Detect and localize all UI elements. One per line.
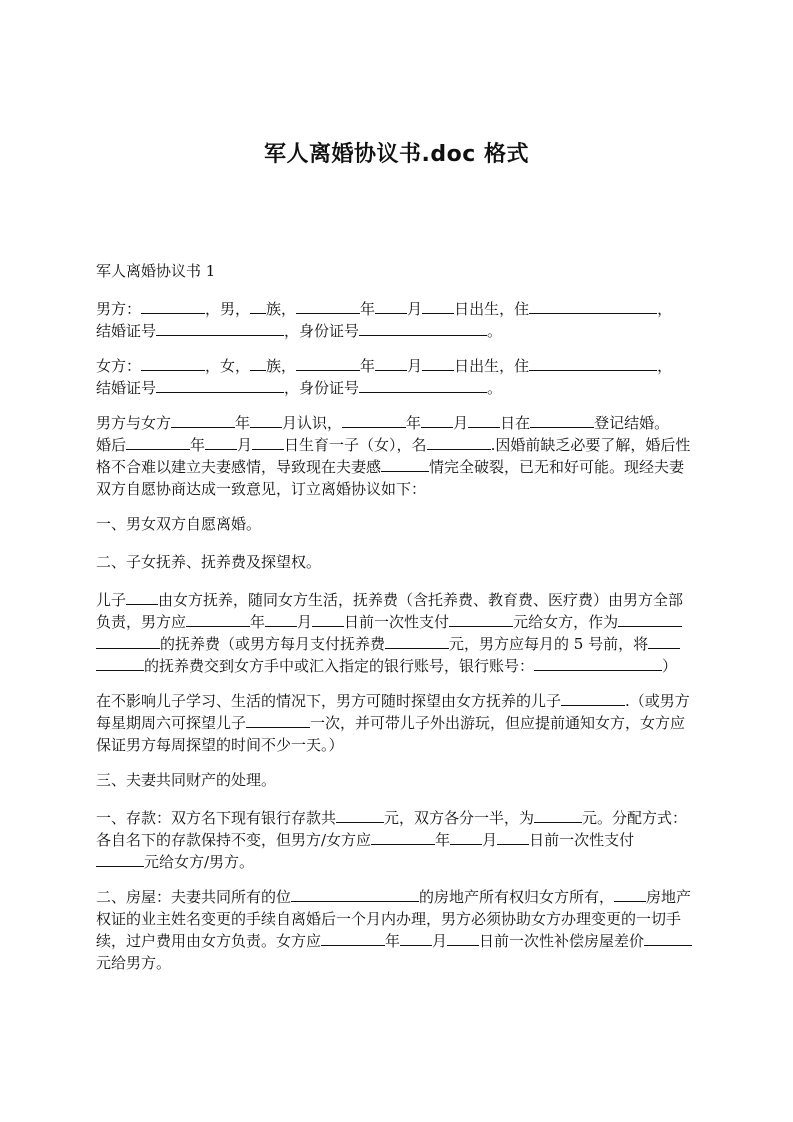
blank-line [422,298,454,314]
blank-line [186,611,250,627]
text: 婚后 [96,436,127,454]
text: 。 [487,379,503,397]
blank-line [156,377,284,393]
section-1-heading: 一、男女双方自愿离婚。 [96,515,262,533]
visitation-paragraph [96,690,696,756]
text: 由女方抚养，随同女方生活，抚养费（含托养费、教育费、医疗费）由男方全部负责，男方应 [96,591,684,631]
text: ，女， [205,357,251,375]
text: 的房地产所有权归女方所有， [419,888,615,906]
text: ） [662,657,678,675]
text: 年 [235,414,251,432]
text: 族， [266,300,297,318]
text: 日前一次性支付 [529,831,635,849]
text: .（或男方每星期周六可探望儿子 [96,692,690,732]
text: 月 [407,300,423,318]
text: 一次，并可带儿子外出游玩，但应提前通知女方，女方应保证男方每周探望的时间不少一天。） [96,714,686,754]
blank-line [321,930,385,946]
male-info-paragraph [96,298,696,342]
text: 月 [453,414,469,432]
text: 二、房屋：夫妻共同所有的位 [96,888,292,906]
text: 登记结婚。 [594,414,670,432]
blank-line [427,434,491,450]
text: ，身份证号 [284,322,360,340]
child-support-paragraph [96,589,696,677]
document-body [96,260,696,987]
blank-line [250,355,266,371]
text: 日在 [500,414,531,432]
blank-line [250,298,266,314]
blank-line [468,412,500,428]
intro-paragraph [96,412,696,500]
female-info-paragraph [96,355,696,399]
text: 房地产权证的业主姓名变更的手续自离婚后一个月内办理，男方必须协助女方办理变更的一切手续，过户费用由女方负责。女方应 [96,888,692,950]
blank-line [126,434,190,450]
blank-line [421,412,453,428]
blank-line [644,930,692,946]
text: .因婚前缺乏必要了解，婚后性格不合难以建立夫妻感情，导致现在夫妻感 [96,436,691,476]
text: 月 [482,831,498,849]
text: 男方： [96,300,142,318]
section-3-heading: 三、夫妻共同财产的处理。 [96,771,277,789]
text: 日生育一子（女），名 [284,436,427,454]
text: 男方与女方 [96,414,172,432]
blank-line [296,298,360,314]
blank-line [141,298,205,314]
blank-line [359,377,487,393]
text: 年 [250,613,266,631]
text: 月 [297,613,313,631]
blank-line [312,611,344,627]
blank-line [497,829,529,845]
text: 日出生，住 [454,300,530,318]
text: 月 [237,436,253,454]
text: 年 [435,831,451,849]
blank-line [529,355,657,371]
text: 结婚证号 [96,379,157,397]
blank-line [296,355,360,371]
blank-line [126,589,158,605]
text: 年 [190,436,206,454]
blank-line [375,355,407,371]
blank-line [618,611,682,627]
blank-line [252,434,284,450]
blank-line [449,611,513,627]
agreement-subtitle: 军人离婚协议书 1 [96,262,216,280]
blank-line [529,298,657,314]
blank-line [375,298,407,314]
blank-line [371,829,435,845]
blank-line [205,434,237,450]
text: ， [657,300,673,318]
text: 情完全破裂，已无和好可能。现经夫妻双方自愿协商达成一致意见，订立离婚协议如下： [96,458,685,498]
text: 元给女方，作为 [513,613,619,631]
blank-line [561,690,625,706]
blank-line [534,807,582,823]
blank-line [141,355,205,371]
blank-line [265,611,297,627]
blank-line [450,829,482,845]
text: 元给女方/男方。 [144,853,255,871]
blank-line [447,930,479,946]
text: 的抚养费（或男方每月支付抚养费 [160,635,386,653]
blank-line [291,886,419,902]
text: 年 [360,300,376,318]
text: 结婚证号 [96,322,157,340]
blank-line [156,320,284,336]
text: 元，双方各分一半，为 [384,809,535,827]
blank-line [96,633,160,649]
text: 元。分配方式：各自名下的存款保持不变，但男方/女方应 [96,809,688,849]
text: 年 [385,932,401,950]
text: 女方： [96,357,142,375]
blank-line [342,412,406,428]
text: 日前一次性补偿房屋差价 [479,932,645,950]
text: 月认识， [282,414,343,432]
text: 儿子 [96,591,127,609]
blank-line [385,633,449,649]
text: 日出生，住 [454,357,530,375]
text: 元，男方应每月的 5 号前，将 [449,635,649,653]
document-title: 军人离婚协议书.doc 格式 [264,142,529,167]
text: ，身份证号 [284,379,360,397]
blank-line [96,851,144,867]
text: 一、存款：双方名下现有银行存款共 [96,809,337,827]
text: 日前一次性支付 [344,613,450,631]
text: 。 [487,322,503,340]
blank-line [336,807,384,823]
text: 在不影响儿子学习、生活的情况下，男方可随时探望由女方抚养的儿子 [96,692,562,710]
blank-line [534,655,662,671]
text: 元给男方。 [96,954,172,972]
text: 月 [432,932,448,950]
text: 月 [407,357,423,375]
blank-line [400,930,432,946]
text: 族， [266,357,297,375]
section-2-heading: 二、子女抚养、抚养费及探望权。 [96,553,322,571]
blank-line [250,412,282,428]
deposit-paragraph [96,807,696,873]
blank-line [422,355,454,371]
text: 年 [406,414,422,432]
blank-line [96,655,144,671]
text: ， [657,357,673,375]
blank-line [246,712,310,728]
blank-line [171,412,235,428]
house-paragraph [96,886,696,974]
text: ，男， [205,300,251,318]
blank-line [359,320,487,336]
blank-line [530,412,594,428]
blank-line [381,456,429,472]
text: 的抚养费交到女方手中或汇入指定的银行账号，银行账号： [144,657,535,675]
text: 年 [360,357,376,375]
blank-line [648,633,680,649]
blank-line [614,886,646,902]
